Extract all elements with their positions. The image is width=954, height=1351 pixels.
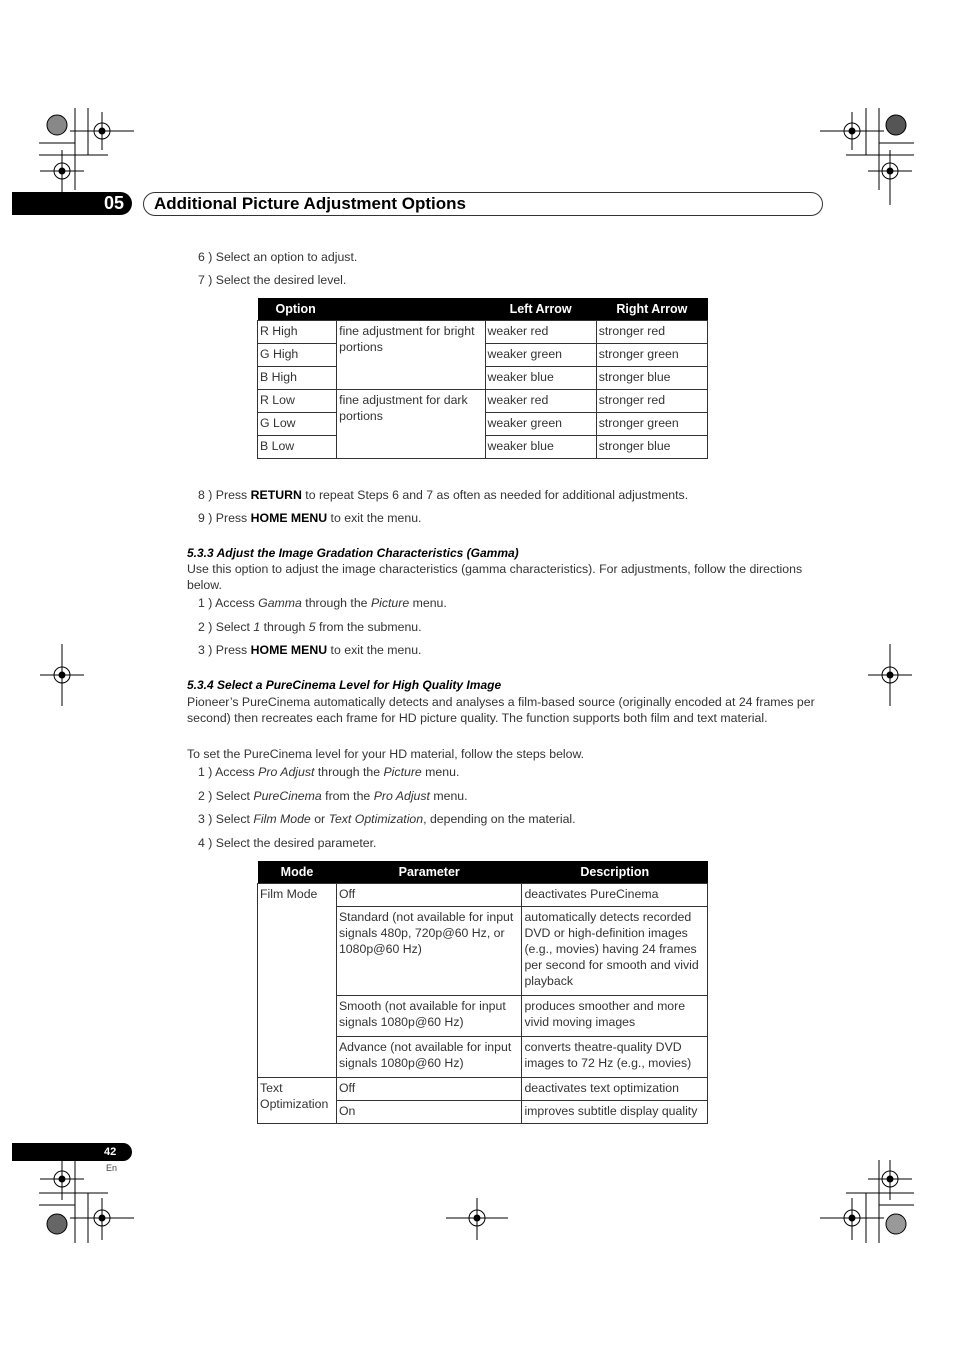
cell-param: On [336,1101,521,1124]
purecinema-step-1: 1 ) Access Pro Adjust through the Picture menu. [198,765,460,779]
table-row [258,1078,708,1101]
step-8: 8 ) Press RETURN to repeat Steps 6 and 7 as often as needed for additional adjustments. [198,488,689,502]
step-6: 6 ) Select an option to adjust. [198,250,358,264]
cell-desc: produces smoother and more vivid moving images [522,996,708,1037]
cell-option: R Low [258,390,337,413]
cell-mode-text: Text Optimization [258,1078,337,1124]
purecinema-step-3: 3 ) Select Film Mode or Text Optimization, depending on the material. [198,812,576,826]
table-row [258,884,708,907]
header-left-arrow: Left Arrow [485,298,596,321]
header-option: Option [258,298,337,321]
cell-option: G High [258,344,337,367]
table-header-row [258,861,708,884]
section-heading-purecinema: 5.3.4 Select a PureCinema Level for High Quality Image [187,678,502,692]
cell-group-low: fine adjustment for dark portions [337,390,485,459]
color-adjust-table [257,298,708,459]
gamma-step-2: 2 ) Select 1 through 5 from the submenu. [198,620,422,634]
cell-param: Standard (not available for input signals 480p, 720p@60 Hz, or 1080p@60 Hz) [336,907,521,996]
chapter-title: Additional Picture Adjustment Options [154,194,466,213]
cell-option: B High [258,367,337,390]
cell-desc: automatically detects recorded DVD or high-definition images (e.g., movies) having 24 frames per second for smooth and vivid playback [522,907,708,996]
section-body-purecinema: Pioneer’s PureCinema automatically detects and analyses a film-based source (originally encoded at 24 frames per second) then recreates each frame for HD picture quality. The function supports both film and text material. [187,695,815,725]
table-row [258,321,708,344]
cell-group-high: fine adjustment for bright portions [337,321,485,390]
cell-left: weaker green [485,413,596,436]
cell-right: stronger red [596,390,707,413]
step-7: 7 ) Select the desired level. [198,273,347,287]
cell-left: weaker red [485,321,596,344]
cell-param: Smooth (not available for input signals 1080p@60 Hz) [336,996,521,1037]
chapter-number: 05 [104,193,125,213]
gamma-step-1: 1 ) Access Gamma through the Picture menu. [198,596,447,610]
cell-left: weaker red [485,390,596,413]
page-language: En [106,1163,118,1173]
cell-mode-film: Film Mode [258,884,337,1078]
cell-option: R High [258,321,337,344]
cell-desc: converts theatre-quality DVD images to 72 Hz (e.g., movies) [522,1037,708,1078]
header-mode: Mode [258,861,337,884]
page-number: 42 [104,1146,117,1158]
cell-right: stronger blue [596,367,707,390]
cell-param: Off [336,1078,521,1101]
header-spacer [337,298,485,321]
table-header-row [258,298,708,321]
section-body-gamma: Use this option to adjust the image characteristics (gamma characteristics). For adjustments, follow the directions below. [187,562,803,592]
cell-right: stronger green [596,344,707,367]
table-row [258,390,708,413]
cell-left: weaker blue [485,436,596,459]
gamma-step-3: 3 ) Press HOME MENU to exit the menu. [198,643,422,657]
cell-left: weaker blue [485,367,596,390]
purecinema-step-2: 2 ) Select PureCinema from the Pro Adjust menu. [198,789,468,803]
purecinema-step-4: 4 ) Select the desired parameter. [198,836,377,850]
header-parameter: Parameter [336,861,521,884]
purecinema-intro: To set the PureCinema level for your HD material, follow the steps below. [187,747,585,761]
cell-desc: improves subtitle display quality [522,1101,708,1124]
cell-param: Advance (not available for input signals 1080p@60 Hz) [336,1037,521,1078]
cell-param: Off [336,884,521,907]
step-9: 9 ) Press HOME MENU to exit the menu. [198,511,422,525]
cell-right: stronger blue [596,436,707,459]
section-heading-gamma: 5.3.3 Adjust the Image Gradation Characteristics (Gamma) [187,546,519,560]
cell-desc: deactivates PureCinema [522,884,708,907]
cell-option: B Low [258,436,337,459]
purecinema-table [257,861,708,1124]
cell-option: G Low [258,413,337,436]
cell-left: weaker green [485,344,596,367]
cell-desc: deactivates text optimization [522,1078,708,1101]
header-description: Description [522,861,708,884]
cell-right: stronger green [596,413,707,436]
header-right-arrow: Right Arrow [596,298,707,321]
cell-right: stronger red [596,321,707,344]
